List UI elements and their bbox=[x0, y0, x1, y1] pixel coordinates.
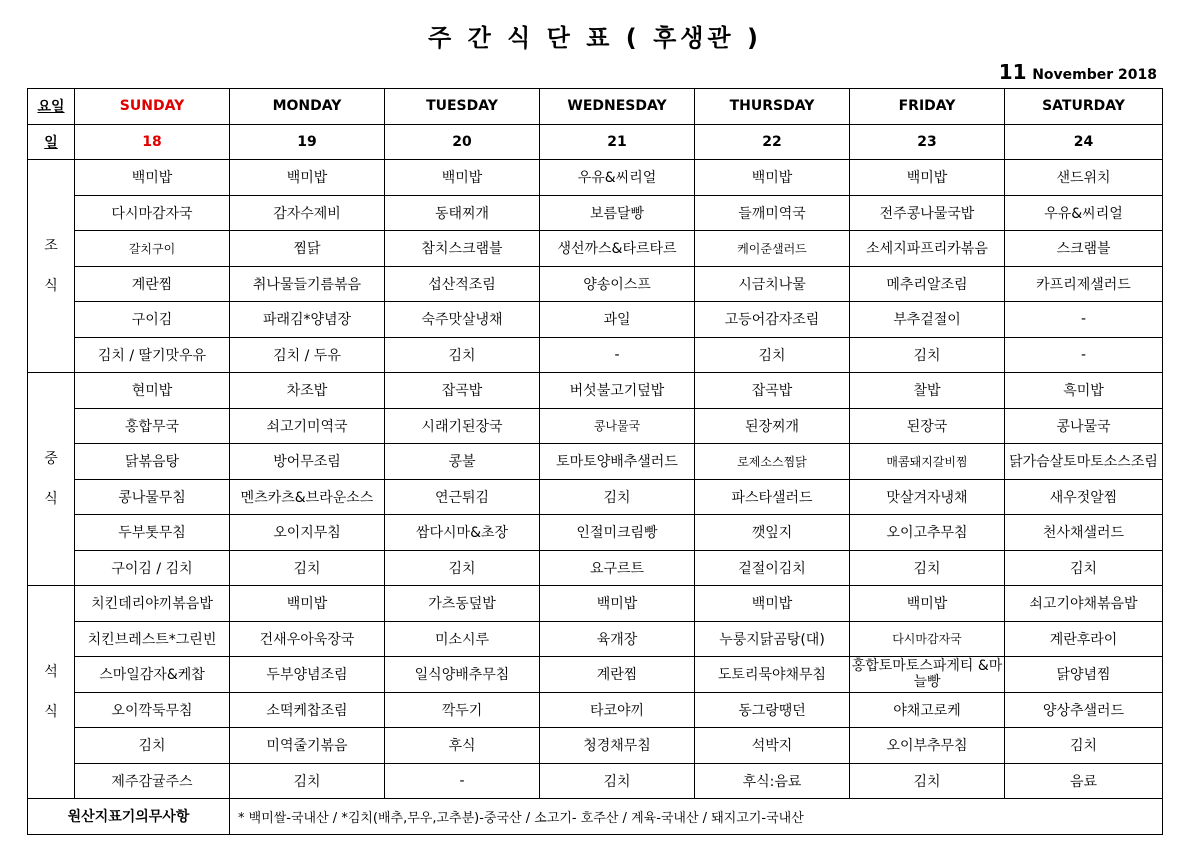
menu-row bbox=[28, 550, 1163, 586]
menu-item: 백미밥 bbox=[385, 160, 540, 196]
menu-item: 우유&씨리얼 bbox=[1005, 195, 1163, 231]
menu-item: - bbox=[385, 763, 540, 799]
date-cell: 20 bbox=[385, 124, 540, 160]
menu-row bbox=[28, 266, 1163, 302]
menu-item: 카프리제샐러드 bbox=[1005, 266, 1163, 302]
menu-item: 연근튀김 bbox=[385, 479, 540, 515]
menu-item: 계란찜 bbox=[75, 266, 230, 302]
menu-item: 김치 / 두유 bbox=[230, 337, 385, 373]
menu-item: 소떡케찹조림 bbox=[230, 692, 385, 728]
menu-item: 매콤돼지갈비찜 bbox=[850, 444, 1005, 480]
menu-item: 야채고로케 bbox=[850, 692, 1005, 728]
menu-item: 소세지파프리카볶음 bbox=[850, 231, 1005, 267]
menu-item: 잡곡밥 bbox=[385, 373, 540, 409]
menu-item: 김치 bbox=[230, 763, 385, 799]
origin-label: 원산지표기의무사항 bbox=[28, 799, 230, 835]
menu-row bbox=[28, 657, 1163, 693]
menu-item: 과일 bbox=[540, 302, 695, 338]
menu-item: 백미밥 bbox=[695, 160, 850, 196]
menu-item: 보름달빵 bbox=[540, 195, 695, 231]
weekday-wednesday: WEDNESDAY bbox=[540, 89, 695, 125]
menu-row bbox=[28, 692, 1163, 728]
menu-item: 닭볶음탕 bbox=[75, 444, 230, 480]
menu-item: 백미밥 bbox=[540, 586, 695, 622]
menu-row bbox=[28, 479, 1163, 515]
menu-item: 새우젓알찜 bbox=[1005, 479, 1163, 515]
menu-item: 김치 bbox=[385, 337, 540, 373]
menu-item: 섭산적조림 bbox=[385, 266, 540, 302]
menu-item: 콩나물국 bbox=[540, 408, 695, 444]
menu-item: 누룽지닭곰탕(대) bbox=[695, 621, 850, 657]
menu-item: 백미밥 bbox=[850, 586, 1005, 622]
menu-item: 된장국 bbox=[850, 408, 1005, 444]
menu-row bbox=[28, 763, 1163, 799]
menu-item: 요구르트 bbox=[540, 550, 695, 586]
menu-item: 후식:음료 bbox=[695, 763, 850, 799]
menu-item: 찰밥 bbox=[850, 373, 1005, 409]
page-title: 주 간 식 단 표 ( 후생관 ) bbox=[428, 24, 762, 52]
menu-item: - bbox=[1005, 337, 1163, 373]
menu-item: 타코야끼 bbox=[540, 692, 695, 728]
menu-item: 버섯불고기덮밥 bbox=[540, 373, 695, 409]
menu-item: 홍합토마토스파게티 &마늘빵 bbox=[850, 657, 1005, 693]
date-cell: 19 bbox=[230, 124, 385, 160]
menu-row bbox=[28, 444, 1163, 480]
menu-item: 백미밥 bbox=[75, 160, 230, 196]
menu-item: 오이부추무침 bbox=[850, 728, 1005, 764]
menu-item: 맛살겨자냉채 bbox=[850, 479, 1005, 515]
weekday-tuesday: TUESDAY bbox=[385, 89, 540, 125]
menu-item: 들깨미역국 bbox=[695, 195, 850, 231]
menu-item: 방어무조림 bbox=[230, 444, 385, 480]
menu-item: 김치 / 딸기맛우유 bbox=[75, 337, 230, 373]
meal-label: 중 식 bbox=[28, 373, 75, 586]
menu-item: 구이김 bbox=[75, 302, 230, 338]
menu-item: 김치 bbox=[850, 337, 1005, 373]
menu-item: 양송이스프 bbox=[540, 266, 695, 302]
menu-item: 깍두기 bbox=[385, 692, 540, 728]
menu-item: 미소시루 bbox=[385, 621, 540, 657]
menu-item: 로제소스찜닭 bbox=[695, 444, 850, 480]
menu-item: 고등어감자조림 bbox=[695, 302, 850, 338]
menu-item: 동그랑땡던 bbox=[695, 692, 850, 728]
menu-item: 콩나물무침 bbox=[75, 479, 230, 515]
menu-item: 겉절이김치 bbox=[695, 550, 850, 586]
menu-item: 홍합무국 bbox=[75, 408, 230, 444]
date-cell: 23 bbox=[850, 124, 1005, 160]
menu-item: 감자수제비 bbox=[230, 195, 385, 231]
menu-item: 닭가슴살토마토소스조림 bbox=[1005, 444, 1163, 480]
menu-item: 숙주맛살냉채 bbox=[385, 302, 540, 338]
weekday-friday: FRIDAY bbox=[850, 89, 1005, 125]
menu-item: 차조밥 bbox=[230, 373, 385, 409]
menu-row bbox=[28, 337, 1163, 373]
menu-item: 스마일감자&케찹 bbox=[75, 657, 230, 693]
weekday-sunday: SUNDAY bbox=[75, 89, 230, 125]
weekday-header-row bbox=[28, 89, 1163, 125]
menu-item: 김치 bbox=[230, 550, 385, 586]
menu-item: 미역줄기볶음 bbox=[230, 728, 385, 764]
menu-item: 쌈다시마&초장 bbox=[385, 515, 540, 551]
menu-item: 멘츠카츠&브라운소스 bbox=[230, 479, 385, 515]
menu-row bbox=[28, 231, 1163, 267]
menu-row bbox=[28, 195, 1163, 231]
menu-item: 깻잎지 bbox=[695, 515, 850, 551]
menu-item: 쇠고기야채볶음밥 bbox=[1005, 586, 1163, 622]
menu-item: 후식 bbox=[385, 728, 540, 764]
menu-item: 가츠동덮밥 bbox=[385, 586, 540, 622]
menu-row bbox=[28, 621, 1163, 657]
menu-item: 김치 bbox=[1005, 550, 1163, 586]
menu-item: 부추겉절이 bbox=[850, 302, 1005, 338]
menu-date bbox=[999, 60, 1157, 84]
menu-item: 제주감귤주스 bbox=[75, 763, 230, 799]
weekday-label: 요일 bbox=[28, 89, 75, 125]
weekday-saturday: SATURDAY bbox=[1005, 89, 1163, 125]
menu-item: 흑미밥 bbox=[1005, 373, 1163, 409]
menu-item: 닭양념찜 bbox=[1005, 657, 1163, 693]
menu-item: 콩나물국 bbox=[1005, 408, 1163, 444]
menu-item: 스크램블 bbox=[1005, 231, 1163, 267]
menu-item: 오이지무침 bbox=[230, 515, 385, 551]
menu-item: 일식양배추무침 bbox=[385, 657, 540, 693]
menu-item: 김치 bbox=[540, 763, 695, 799]
menu-item: 다시마감자국 bbox=[850, 621, 1005, 657]
date-month-year: November 2018 bbox=[1032, 67, 1157, 83]
menu-item: 쇠고기미역국 bbox=[230, 408, 385, 444]
menu-item: 취나물들기름볶음 bbox=[230, 266, 385, 302]
menu-item: 찜닭 bbox=[230, 231, 385, 267]
menu-row bbox=[28, 373, 1163, 409]
menu-item: 백미밥 bbox=[230, 586, 385, 622]
menu-row bbox=[28, 728, 1163, 764]
menu-row bbox=[28, 408, 1163, 444]
meal-label: 석 식 bbox=[28, 586, 75, 799]
menu-item: 김치 bbox=[695, 337, 850, 373]
footer-row bbox=[28, 799, 1163, 835]
menu-item: 다시마감자국 bbox=[75, 195, 230, 231]
menu-item: 생선까스&타르타르 bbox=[540, 231, 695, 267]
menu-item: 파래김*양념장 bbox=[230, 302, 385, 338]
menu-item: 천사채샐러드 bbox=[1005, 515, 1163, 551]
menu-item: 두부양념조림 bbox=[230, 657, 385, 693]
menu-item: 백미밥 bbox=[695, 586, 850, 622]
menu-item: 참치스크램블 bbox=[385, 231, 540, 267]
date-row bbox=[28, 124, 1163, 160]
menu-item: 김치 bbox=[540, 479, 695, 515]
date-cell: 22 bbox=[695, 124, 850, 160]
menu-item: 오이고추무침 bbox=[850, 515, 1005, 551]
menu-item: 된장찌개 bbox=[695, 408, 850, 444]
menu-item: 청경채무침 bbox=[540, 728, 695, 764]
menu-item: 백미밥 bbox=[850, 160, 1005, 196]
menu-item: 김치 bbox=[850, 763, 1005, 799]
menu-item: 석박지 bbox=[695, 728, 850, 764]
origin-note: * 백미쌀-국내산 / *김치(배추,무우,고추분)-중국산 / 소고기- 호주산 / 계육-국내산 / 돼지고기-국내산 bbox=[230, 799, 1163, 835]
menu-item: 구이김 / 김치 bbox=[75, 550, 230, 586]
weekly-menu-table bbox=[27, 88, 1163, 835]
menu-item: - bbox=[540, 337, 695, 373]
date-cell: 18 bbox=[75, 124, 230, 160]
menu-item: 양상추샐러드 bbox=[1005, 692, 1163, 728]
menu-row bbox=[28, 302, 1163, 338]
menu-item: - bbox=[1005, 302, 1163, 338]
meal-label: 조 식 bbox=[28, 160, 75, 373]
date-day: 11 bbox=[998, 60, 1027, 84]
menu-item: 시금치나물 bbox=[695, 266, 850, 302]
menu-item: 샌드위치 bbox=[1005, 160, 1163, 196]
menu-item: 메추리알조림 bbox=[850, 266, 1005, 302]
menu-item: 건새우아욱장국 bbox=[230, 621, 385, 657]
menu-item: 계란찜 bbox=[540, 657, 695, 693]
date-label: 일 bbox=[28, 124, 75, 160]
menu-item: 파스타샐러드 bbox=[695, 479, 850, 515]
menu-item: 음료 bbox=[1005, 763, 1163, 799]
menu-item: 인절미크림빵 bbox=[540, 515, 695, 551]
menu-item: 김치 bbox=[385, 550, 540, 586]
weekday-monday: MONDAY bbox=[230, 89, 385, 125]
menu-item: 우유&씨리얼 bbox=[540, 160, 695, 196]
menu-item: 잡곡밥 bbox=[695, 373, 850, 409]
menu-item: 김치 bbox=[75, 728, 230, 764]
menu-item: 치킨브레스트*그린빈 bbox=[75, 621, 230, 657]
menu-item: 토마토양배추샐러드 bbox=[540, 444, 695, 480]
menu-item: 케이준샐러드 bbox=[695, 231, 850, 267]
weekday-thursday: THURSDAY bbox=[695, 89, 850, 125]
menu-item: 현미밥 bbox=[75, 373, 230, 409]
date-cell: 24 bbox=[1005, 124, 1163, 160]
date-cell: 21 bbox=[540, 124, 695, 160]
menu-item: 계란후라이 bbox=[1005, 621, 1163, 657]
menu-item: 콩불 bbox=[385, 444, 540, 480]
menu-item: 도토리묵야채무침 bbox=[695, 657, 850, 693]
menu-item: 오이깍둑무침 bbox=[75, 692, 230, 728]
menu-item: 전주콩나물국밥 bbox=[850, 195, 1005, 231]
menu-item: 두부톳무침 bbox=[75, 515, 230, 551]
menu-item: 시래기된장국 bbox=[385, 408, 540, 444]
menu-item: 김치 bbox=[850, 550, 1005, 586]
menu-row bbox=[28, 586, 1163, 622]
menu-row bbox=[28, 160, 1163, 196]
menu-item: 갈치구이 bbox=[75, 231, 230, 267]
menu-item: 동태찌개 bbox=[385, 195, 540, 231]
menu-item: 김치 bbox=[1005, 728, 1163, 764]
menu-item: 육개장 bbox=[540, 621, 695, 657]
menu-item: 치킨데리야끼볶음밥 bbox=[75, 586, 230, 622]
menu-row bbox=[28, 515, 1163, 551]
menu-item: 백미밥 bbox=[230, 160, 385, 196]
